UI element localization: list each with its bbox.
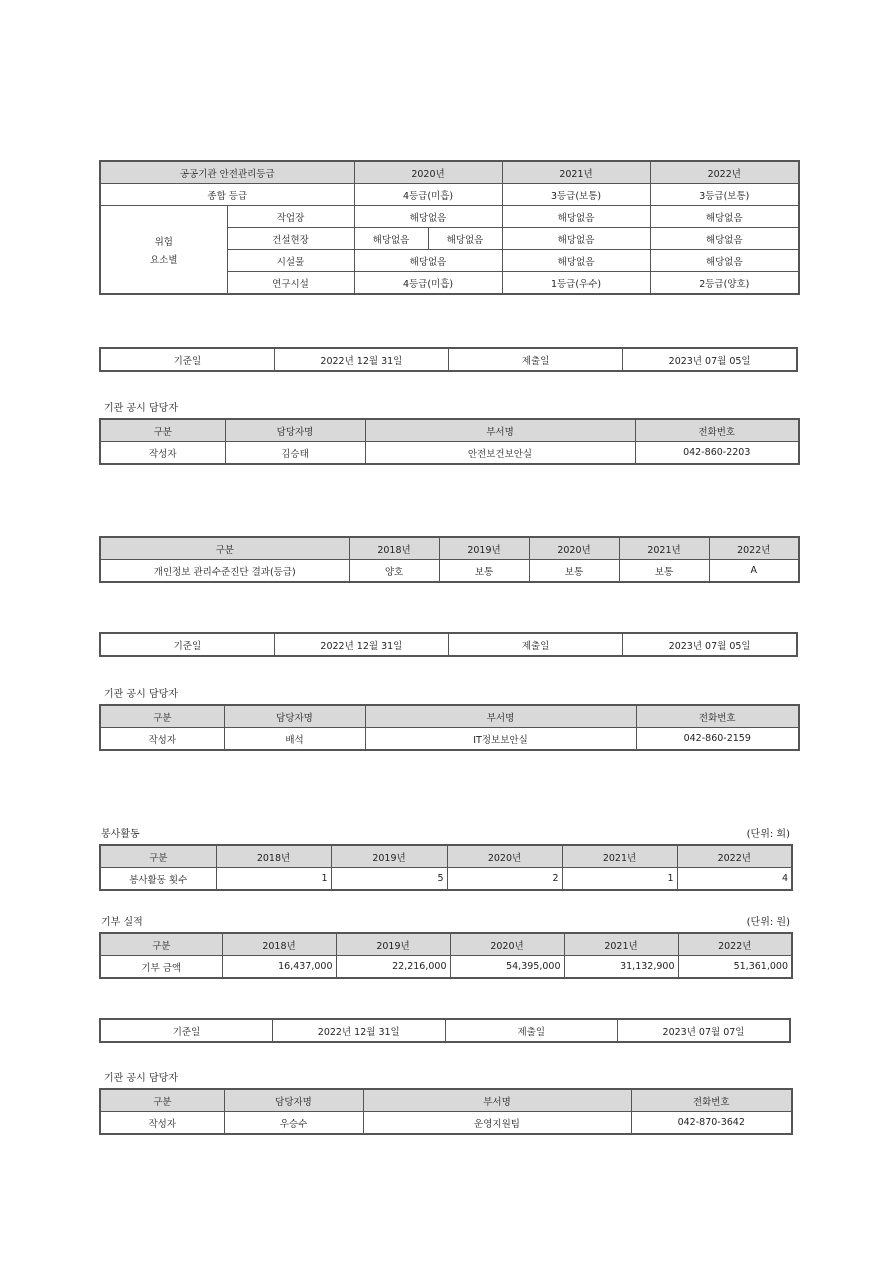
dates-table — [99, 347, 798, 372]
header-cell: 2022년 — [709, 537, 799, 560]
header-cell: 2018년 — [349, 537, 439, 560]
base-date-value: 2022년 12월 31일 — [274, 348, 448, 371]
table-cell: 해당없음 — [354, 228, 428, 250]
privacy-table — [99, 536, 800, 583]
header-cell: 2021년 — [619, 537, 709, 560]
table-cell: 보통 — [529, 560, 619, 583]
header-cell: 2021년 — [564, 933, 678, 956]
table-row — [100, 184, 799, 206]
table-cell: 해당없음 — [650, 206, 799, 228]
table-row — [100, 956, 792, 979]
table-cell: 운영지원팀 — [363, 1112, 631, 1135]
table-cell: 042-860-2159 — [636, 728, 799, 751]
contact-title: 기관 공시 담당자 — [104, 403, 178, 414]
table-cell: 4등급(미흡) — [354, 272, 502, 295]
submit-date-label: 제출일 — [449, 633, 623, 656]
table-row — [100, 1112, 792, 1135]
header-cell: 2019년 — [331, 845, 447, 868]
overall-grade-label: 종합 등급 — [100, 184, 354, 206]
table-cell: 31,132,900 — [564, 956, 678, 979]
row-label: 작업장 — [227, 206, 354, 228]
header-cell: 2018년 — [222, 933, 336, 956]
volunteer-table — [99, 844, 793, 891]
row-label: 시설물 — [227, 250, 354, 272]
header-cell: 2021년 — [502, 161, 650, 184]
header-cell: 2020년 — [450, 933, 564, 956]
table-cell: 배석 — [224, 728, 365, 751]
table-cell: 042-860-2203 — [635, 442, 799, 465]
row-label: 연구시설 — [227, 272, 354, 295]
header-cell: 2019년 — [336, 933, 450, 956]
base-date-label: 기준일 — [100, 633, 274, 656]
submit-date-label: 제출일 — [449, 348, 623, 371]
header-cell: 2021년 — [562, 845, 677, 868]
table-cell: 16,437,000 — [222, 956, 336, 979]
header-cell: 2020년 — [447, 845, 562, 868]
header-cell: 전화번호 — [631, 1089, 792, 1112]
dates-table — [99, 632, 798, 657]
table-row — [100, 442, 799, 465]
table-cell: 1 — [216, 868, 331, 891]
table-cell: 2 — [447, 868, 562, 891]
table-cell: A — [709, 560, 799, 583]
header-cell: 전화번호 — [636, 705, 799, 728]
table-cell: 22,216,000 — [336, 956, 450, 979]
header-cell: 2022년 — [678, 933, 792, 956]
privacy-section — [99, 536, 798, 583]
row-label: 건설현장 — [227, 228, 354, 250]
header-cell: 공공기관 안전관리등급 — [100, 161, 354, 184]
table-cell: 해당없음 — [354, 206, 502, 228]
header-cell: 담당자명 — [225, 419, 365, 442]
table-cell: 작성자 — [100, 1112, 224, 1135]
volunteer-section — [99, 844, 791, 891]
contact-section-1 — [99, 418, 798, 465]
base-date-label: 기준일 — [100, 1019, 273, 1042]
header-cell: 구분 — [100, 1089, 224, 1112]
table-header-row — [100, 537, 799, 560]
donation-section — [99, 932, 791, 979]
contact-section-2 — [99, 704, 798, 751]
risk-factor-label — [100, 206, 227, 295]
table-cell: 해당없음 — [502, 250, 650, 272]
table-row — [100, 868, 792, 891]
header-cell: 2018년 — [216, 845, 331, 868]
table-cell: 작성자 — [100, 728, 224, 751]
donation-unit: (단위: 원) — [746, 917, 790, 928]
safety-grade-table — [99, 160, 800, 295]
table-header-row — [100, 705, 799, 728]
donation-table — [99, 932, 793, 979]
table-cell: 54,395,000 — [450, 956, 564, 979]
table-row — [100, 560, 799, 583]
table-cell: 해당없음 — [650, 228, 799, 250]
header-cell: 2020년 — [354, 161, 502, 184]
table-cell: 개인정보 관리수준진단 결과(등급) — [100, 560, 349, 583]
contact-table — [99, 418, 800, 465]
table-header-row — [100, 419, 799, 442]
volunteer-unit: (단위: 회) — [746, 829, 790, 840]
table-cell: 안전보건보안실 — [365, 442, 635, 465]
dates-section-3 — [99, 1018, 791, 1043]
table-cell: 4 — [677, 868, 792, 891]
table-cell: IT정보보안실 — [365, 728, 636, 751]
table-cell: 보통 — [619, 560, 709, 583]
table-row — [100, 348, 797, 371]
contact-title: 기관 공시 담당자 — [104, 1073, 178, 1084]
submit-date-value: 2023년 07월 07일 — [618, 1019, 791, 1042]
submit-date-label: 제출일 — [445, 1019, 618, 1042]
table-cell: 해당없음 — [428, 228, 502, 250]
volunteer-title: 봉사활동 — [101, 829, 140, 840]
dates-section-1 — [99, 347, 798, 372]
header-cell: 2019년 — [439, 537, 529, 560]
header-cell: 부서명 — [363, 1089, 631, 1112]
header-cell: 구분 — [100, 537, 349, 560]
table-cell: 보통 — [439, 560, 529, 583]
header-cell: 구분 — [100, 845, 216, 868]
table-cell: 해당없음 — [502, 228, 650, 250]
dates-section-2 — [99, 632, 798, 657]
table-cell: 5 — [331, 868, 447, 891]
safety-grade-section — [99, 160, 798, 295]
base-date-label: 기준일 — [100, 348, 274, 371]
table-row — [100, 206, 799, 228]
table-cell: 2등급(양호) — [650, 272, 799, 295]
table-cell: 042-870-3642 — [631, 1112, 792, 1135]
header-cell: 담당자명 — [224, 1089, 363, 1112]
table-header-row — [100, 845, 792, 868]
donation-title: 기부 실적 — [101, 917, 143, 928]
table-header-row — [100, 1089, 792, 1112]
table-row — [100, 1019, 790, 1042]
contact-table — [99, 1088, 793, 1135]
table-header-row — [100, 161, 799, 184]
table-cell: 해당없음 — [650, 250, 799, 272]
table-cell: 우승수 — [224, 1112, 363, 1135]
table-row — [100, 633, 797, 656]
header-cell: 2020년 — [529, 537, 619, 560]
header-cell: 부서명 — [365, 419, 635, 442]
table-cell: 4등급(미흡) — [354, 184, 502, 206]
table-cell: 해당없음 — [354, 250, 502, 272]
table-cell: 3등급(보통) — [650, 184, 799, 206]
table-cell: 봉사활동 횟수 — [100, 868, 216, 891]
header-cell: 구분 — [100, 419, 225, 442]
base-date-value: 2022년 12월 31일 — [273, 1019, 446, 1042]
header-cell: 구분 — [100, 933, 222, 956]
dates-table — [99, 1018, 791, 1043]
table-cell: 기부 금액 — [100, 956, 222, 979]
header-cell: 2022년 — [650, 161, 799, 184]
table-cell: 1등급(우수) — [502, 272, 650, 295]
contact-table — [99, 704, 800, 751]
contact-section-3 — [99, 1088, 791, 1135]
contact-title: 기관 공시 담당자 — [104, 689, 178, 700]
table-cell: 양호 — [349, 560, 439, 583]
risk-label-line2: 요소별 — [149, 254, 178, 266]
header-cell: 구분 — [100, 705, 224, 728]
table-cell: 51,361,000 — [678, 956, 792, 979]
table-cell: 해당없음 — [502, 206, 650, 228]
table-header-row — [100, 933, 792, 956]
submit-date-value: 2023년 07월 05일 — [623, 633, 797, 656]
header-cell: 담당자명 — [224, 705, 365, 728]
header-cell: 부서명 — [365, 705, 636, 728]
base-date-value: 2022년 12월 31일 — [274, 633, 448, 656]
table-cell: 김승태 — [225, 442, 365, 465]
submit-date-value: 2023년 07월 05일 — [623, 348, 797, 371]
table-row — [100, 728, 799, 751]
table-cell: 작성자 — [100, 442, 225, 465]
header-cell: 전화번호 — [635, 419, 799, 442]
risk-label-line1: 위험 — [154, 236, 173, 248]
header-cell: 2022년 — [677, 845, 792, 868]
table-cell: 3등급(보통) — [502, 184, 650, 206]
table-cell: 1 — [562, 868, 677, 891]
